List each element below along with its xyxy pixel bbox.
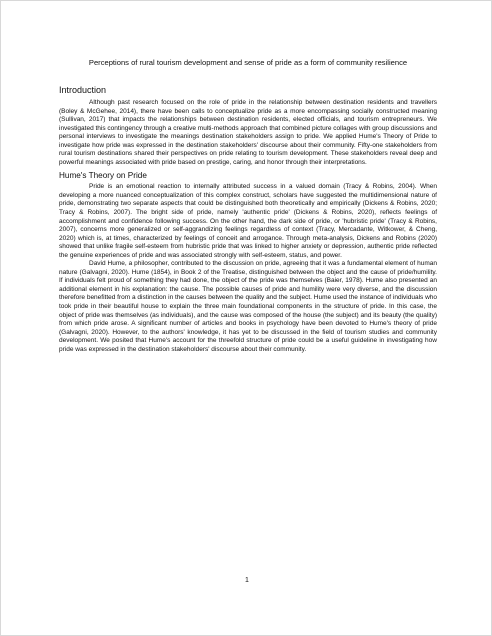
page-number: 1 — [245, 577, 249, 584]
section-heading-introduction: Introduction — [59, 85, 107, 95]
paragraph-introduction: Although past research focused on the role of pride in the relationship between destination residents and travellers (Boley & McGehee, 2014), there have been calls to conceptualize pride as a more encompassing socially constructed meaning (Sullivan, 2017) that impacts the relationships between destination residents, elected officials, and tourism entrepreneurs. We investigated this contingency through a creative multi-methods approach that combined picture collages with group discussions and personal interviews to investigate the meanings destination stakeholders assign to pride. We applied Hume's Theory of Pride to investigate how pride was expressed in the destination stakeholders' discourse about their community. Fifty-one stakeholders from rural tourism destinations shared their perspectives on pride relating to tourism development. These stakeholders reveal deep and powerful meanings associated with pride based on prestige, caring, and honor through their interpretations. — [59, 99, 437, 166]
document-title: Perceptions of rural tourism development and sense of pride as a form of community resilience — [88, 58, 408, 67]
page-content — [59, 58, 437, 354]
section-heading-hume-theory: Hume's Theory on Pride — [59, 171, 147, 181]
paragraph-david-hume: David Hume, a philosopher, contributed to the discussion on pride, agreeing that it was a fundamental element of human nature (Galvagni, 2020). Hume (1854), in Book 2 of the Treatise, distinguished between the object and the cause of pride/humility. If individuals felt proud of something they had done, the object of the pride was themselves (Baier, 1978). Hume also presented an additional element in his explanation: the cause. The possible causes of pride and humility were very diverse, and the discussion therefore benefitted from a distinction in the causes between the quality and the subject. Hume used the instance of individuals who took pride in their beautiful house to explain the three main foundational components in the structure of pride. In this case, the object of pride was themselves (as individuals), and the cause was composed of the house (the subject) and its beauty (the quality) from which pride arose. A significant number of articles and books in psychology have been devoted to Hume's theory of pride (Galvagni, 2020). However, to the authors' knowledge, it has yet to be discussed in the field of tourism studies and community development. We posited that Hume's account for the threefold structure of pride could be a useful guideline in investigating how pride was expressed in the destination stakeholders' discourse about their community. — [59, 260, 437, 353]
paragraph-pride-definition: Pride is an emotional reaction to internally attributed success in a valued domain (Tracy & Robins, 2004). When developing a more nuanced conceptualization of this complex construct, scholars have suggested the multidimensional nature of pride, demonstrating two separate aspects that could be distinguished both theoretically and empirically (Dickens & Robins, 2020; Tracy & Robins, 2007). The bright side of pride, namely 'authentic pride' (Dickens & Robins, 2020), reflects feelings of accomplishment and confidence following success. On the other hand, the dark side of pride, or 'hubristic pride' (Tracy & Robins, 2007), concerns more generalized or self-aggrandizing feelings regardless of context (Tracy, Mercadante, Witkower, & Cheng, 2020) which is, at times, characterized by feelings of conceit and arrogance. Through meta-analysis, Dickens and Robins (2020) showed that unlike fragile self-esteem from hubristic pride that was linked to higher anxiety or depression, authentic pride reflected the genuine experiences of pride and was associated strongly with self-esteem, status, and power. — [59, 183, 437, 259]
